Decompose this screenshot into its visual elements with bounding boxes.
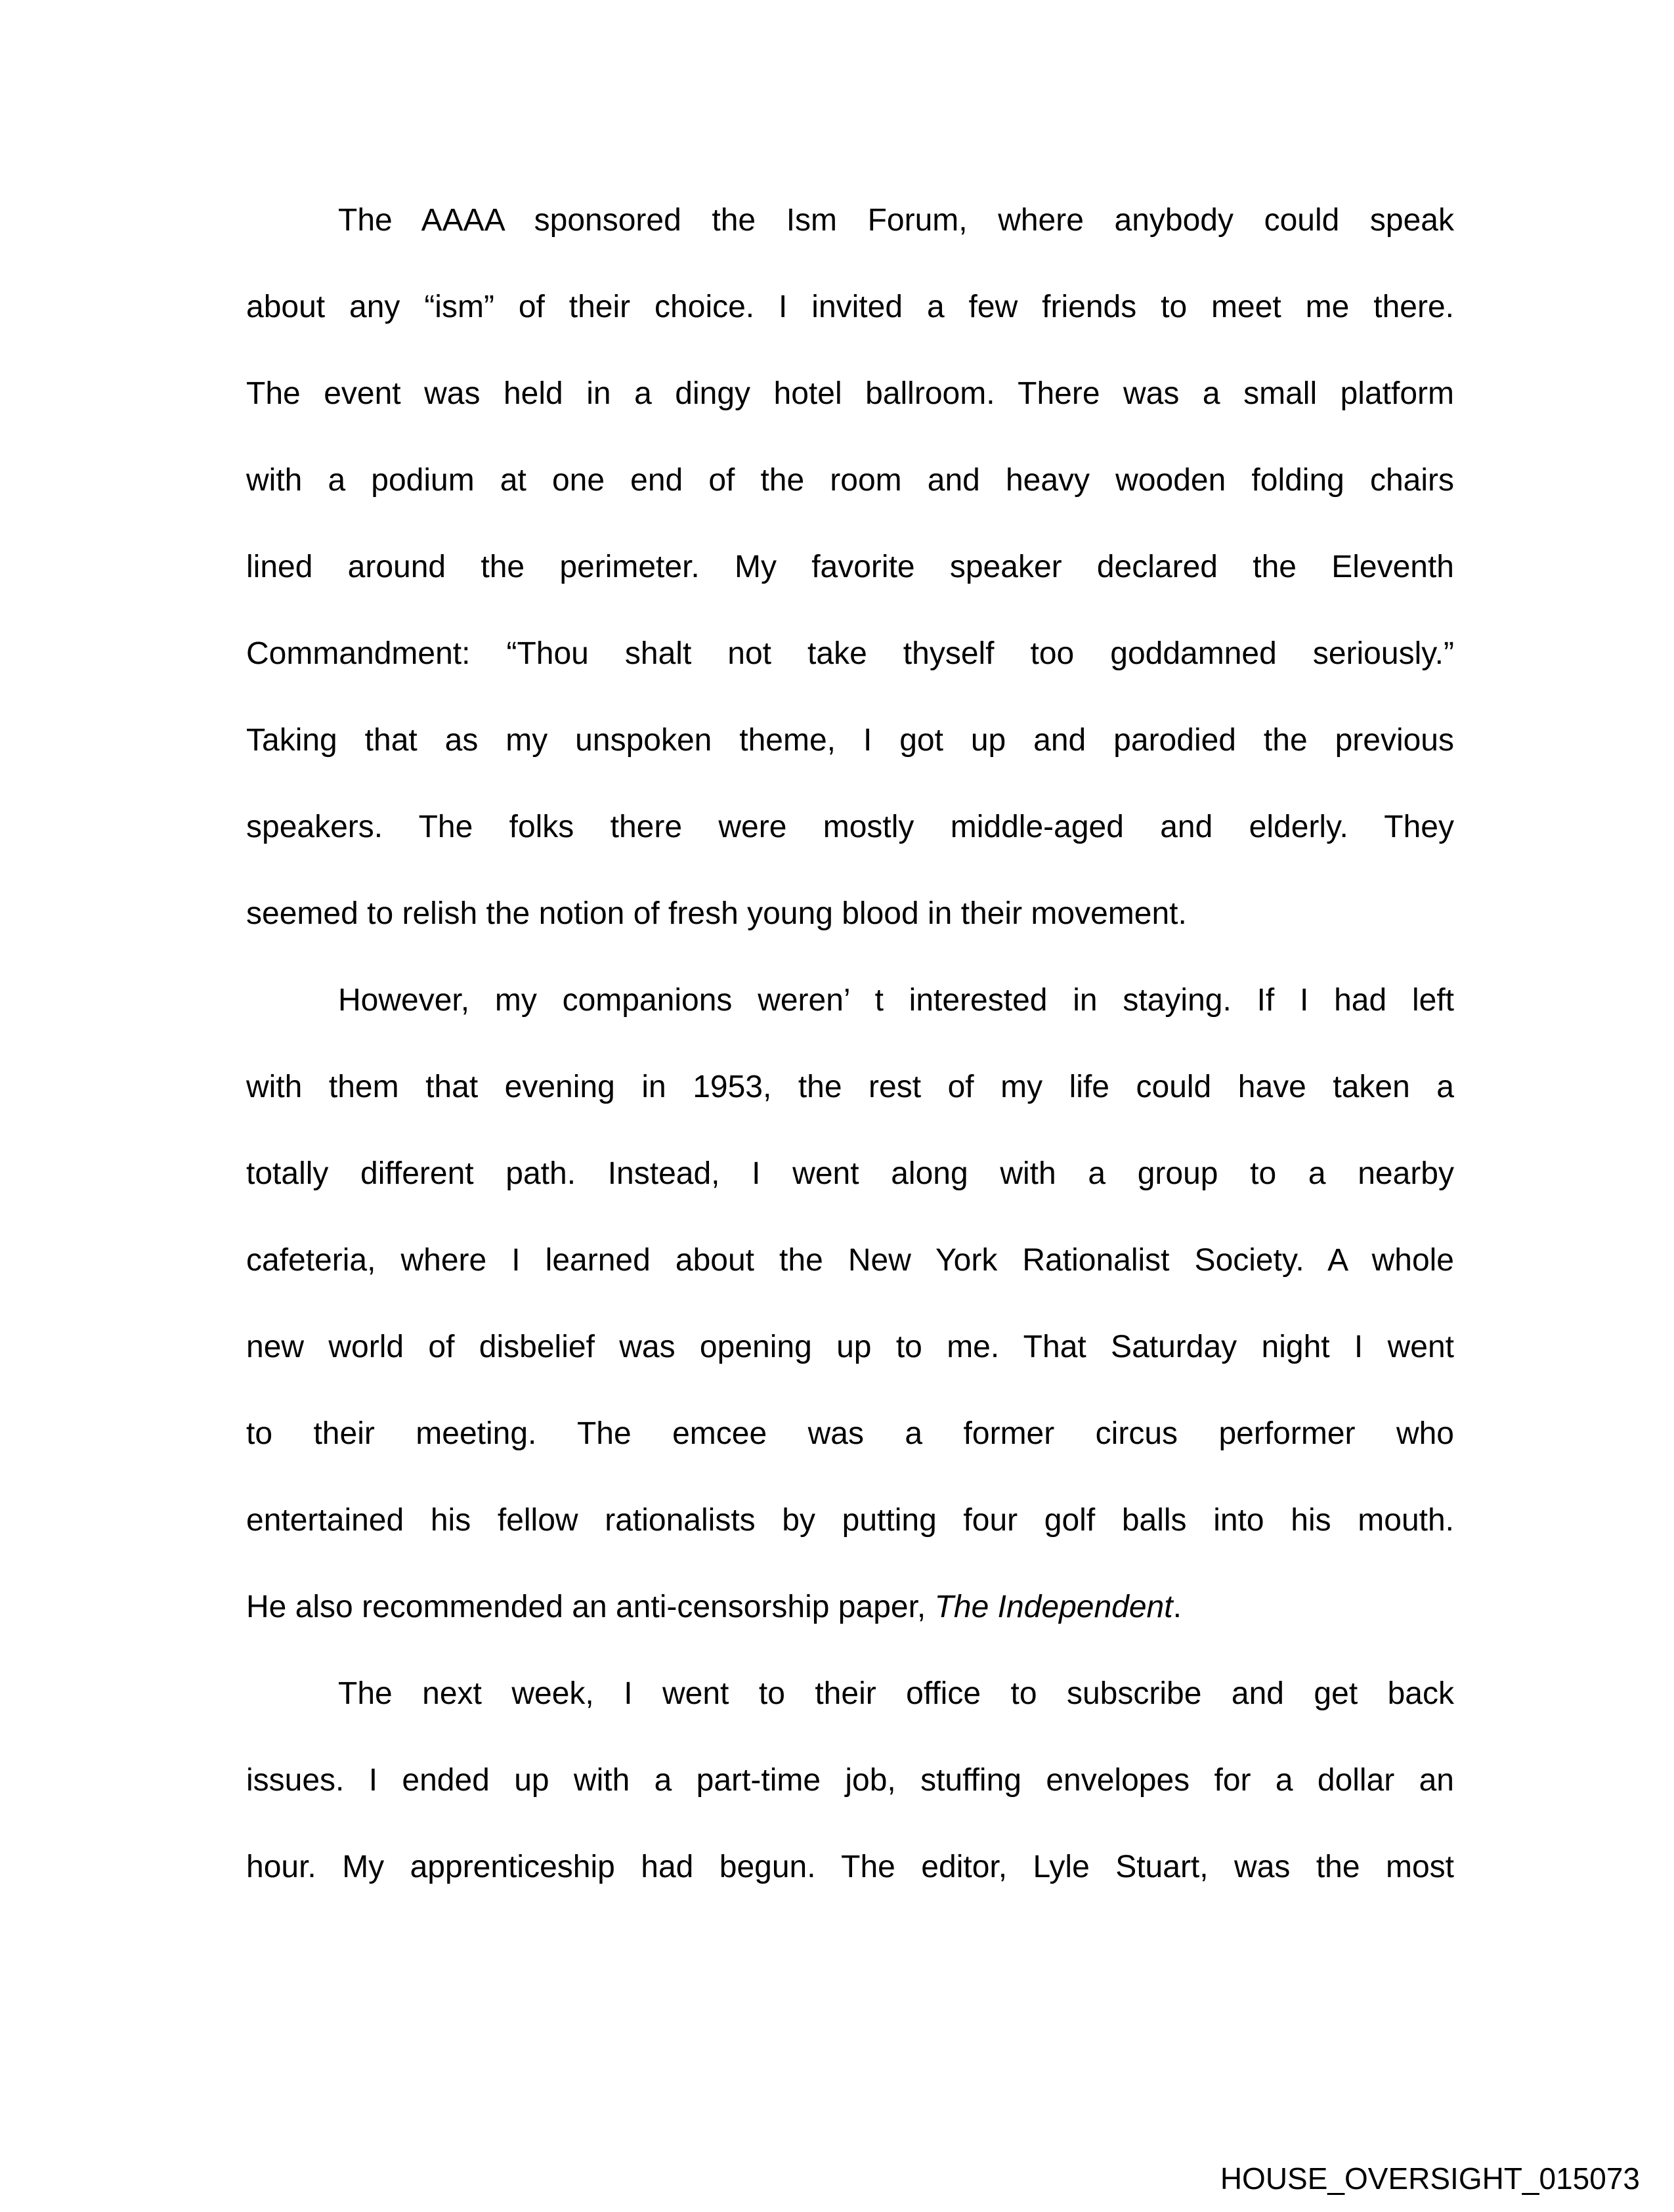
text-line: The next week, I went to their office to subscribe and get back xyxy=(338,1676,1454,1711)
text-line: with a podium at one end of the room and heavy wooden folding chairs xyxy=(246,463,1454,498)
text-line: seemed to relish the notion of fresh young blood in their movement. xyxy=(246,896,1187,931)
text-line: totally different path. Instead, I went along with a group to a nearby xyxy=(246,1156,1454,1191)
text-line: Commandment: “Thou shalt not take thyself too goddamned seriously.” xyxy=(246,636,1454,671)
paragraph-2 xyxy=(246,957,1454,1651)
text-segment: He also recommended an anti-censorship paper, xyxy=(246,1590,935,1624)
bates-number: HOUSE_OVERSIGHT_015073 xyxy=(1220,2161,1640,2196)
text-line: with them that evening in 1953, the rest of my life could have taken a xyxy=(246,1070,1454,1104)
text-line: The AAAA sponsored the Ism Forum, where anybody could speak xyxy=(338,203,1454,238)
paragraph-1 xyxy=(246,177,1454,957)
paragraph-3 xyxy=(246,1651,1454,1911)
text-line: The event was held in a dingy hotel ballroom. There was a small platform xyxy=(246,376,1454,411)
text-line: to their meeting. The emcee was a former circus performer who xyxy=(246,1416,1454,1451)
text-line: cafeteria, where I learned about the New York Rationalist Society. A whole xyxy=(246,1243,1454,1278)
text-segment: . xyxy=(1172,1590,1182,1624)
text-line: lined around the perimeter. My favorite speaker declared the Eleventh xyxy=(246,550,1454,584)
body-text xyxy=(246,177,1454,1911)
text-line: However, my companions weren’ t interested in staying. If I had left xyxy=(338,983,1454,1018)
text-line: issues. I ended up with a part-time job, stuffing envelopes for a dollar an xyxy=(246,1763,1454,1798)
text-line: Taking that as my unspoken theme, I got up and parodied the previous xyxy=(246,723,1454,758)
text-line: about any “ism” of their choice. I invited a few friends to meet me there. xyxy=(246,290,1454,324)
text-line: hour. My apprenticeship had begun. The editor, Lyle Stuart, was the most xyxy=(246,1850,1454,1884)
text-line: new world of disbelief was opening up to me. That Saturday night I went xyxy=(246,1330,1454,1364)
publication-title-italic: The Independent xyxy=(934,1590,1173,1624)
text-line: entertained his fellow rationalists by putting four golf balls into his mouth. xyxy=(246,1503,1454,1538)
text-line xyxy=(246,1564,1454,1651)
text-line: speakers. The folks there were mostly middle-aged and elderly. They xyxy=(246,810,1454,844)
